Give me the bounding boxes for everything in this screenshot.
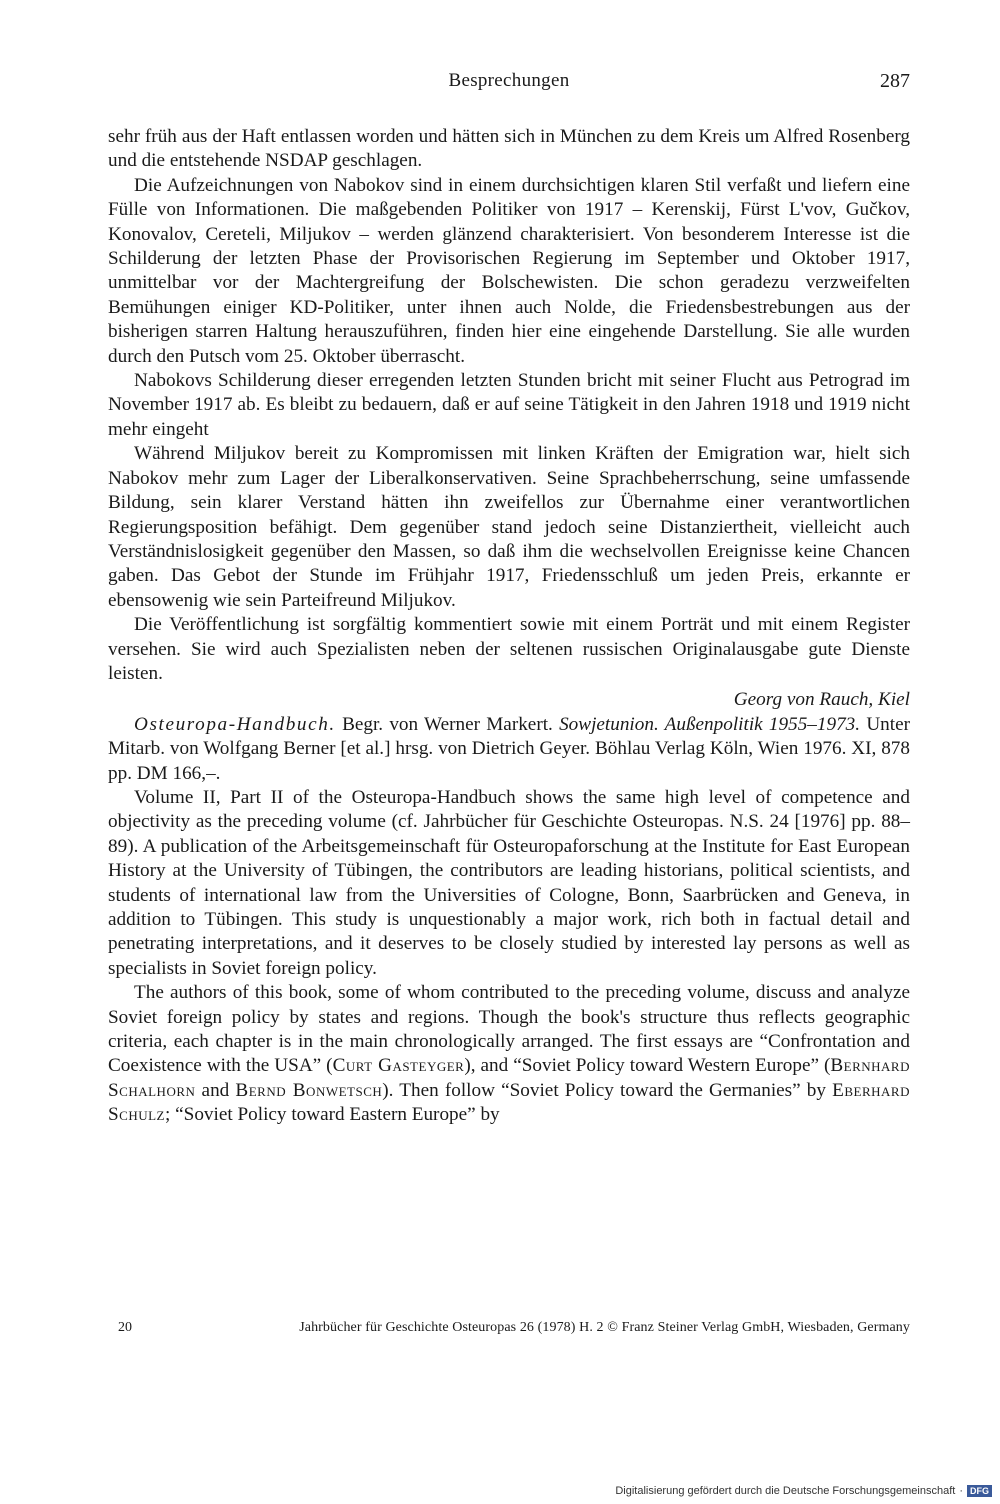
paragraph: Nabokovs Schilderung dieser erregenden letzten Stunden bricht mit seiner Flucht aus Petrograd im November 1917 ab. Es bleibt zu bedauern, daß er auf seine Tätigkeit in den Jahren 1918 und 1919 nicht mehr eingeht: [108, 370, 910, 440]
running-head: [108, 70, 910, 100]
paragraph: [108, 981, 910, 1127]
paragraph: sehr früh aus der Haft entlassen worden und hätten sich in München zu dem Kreis um Alfred Rosenberg und die entstehende NSDAP geschlagen.: [108, 126, 910, 172]
page-number: 287: [880, 70, 910, 92]
author-name: Bernd Bonwetsch: [235, 1079, 383, 1101]
author-name: Eberhard Schulz: [108, 1079, 910, 1126]
paragraph: Während Miljukov bereit zu Kompromissen mit linken Kräften der Emigration war, hielt sich Nabokov mehr zum Lager der Liberalkonservativen. Seine Sprachbeherrschung, seine umfassende Bildung, sein klarer Verstand hätten ihn zweifellos zur Übernahme einer verantwortlichen Regierungsposition befähigt. Dem gegenüber stand jedoch seine Distanziertheit, vielleicht auch Verständnislosigkeit gegenüber den Massen, so daß ihm die wechselvollen Ereignisse keine Chancen gaben. Das Gebot der Stunde im Frühjahr 1917, Friedensschluß um jeden Preis, erkannte er ebensowenig wie sein Parteifreund Miljukov.: [108, 443, 910, 611]
text-run: The authors of this book, some of whom contributed to the preceding volume, discuss and analyze Soviet foreign policy by states and regions. Though the book's structure thus reflects geographic criteria, each chapter is in the main chronologically arranged. The first essays are “Confrontation and Coexistence with the USA” (: [108, 982, 910, 1077]
footer-number: 20: [118, 1320, 132, 1335]
author-name: Curt Gasteyger: [332, 1055, 465, 1077]
digitization-text: Digitalisierung gefördert durch die Deutsche Forschungsgemeinschaft: [615, 1485, 956, 1497]
text-run: ; “Soviet Policy toward Eastern Europe” by: [165, 1104, 500, 1126]
digitization-note: Digitalisierung gefördert durch die Deutsche Forschungsgemeinschaft · DFG: [615, 1485, 992, 1497]
paragraph: Die Aufzeichnungen von Nabokov sind in einem durchsichtigen klaren Stil verfaßt und liefern eine Fülle von Informationen. Die maßgebenden Politiker von 1917 – Kerenskij, Fürst L'vov, Gučkov, Konovalov, Cereteli, Miljukov – werden glänzend charakterisiert. Von besonderem Interesse ist die Schilderung der letzten Phase der Provisorischen Regierung im September und Oktober 1917, unmittelbar vor der Machtergreifung der Bolschewisten. Die schon geradezu verzweifelten Bemühungen einiger KD-Politiker, unter ihnen auch Nolde, die Friedensbestrebungen aus der bisherigen starren Haltung herauszuführen, finden hier eine eingehende Darstellung. Sie alle wurden durch den Putsch vom 25. Oktober überrascht.: [108, 174, 910, 367]
paragraph: Die Veröffentlichung ist sorgfältig kommentiert sowie mit einem Porträt und mit einem Register versehen. Sie wird auch Spezialisten neben der seltenen russischen Originalausgabe gute Dienste leisten.: [108, 614, 910, 684]
running-title: Besprechungen: [448, 70, 570, 91]
text-run: ), and “Soviet Policy toward Western Europe” (: [464, 1055, 831, 1077]
body-text: [108, 125, 910, 1128]
reviewer-signature: Georg von Rauch, Kiel: [733, 689, 910, 711]
book-publication: Unter Mitarb. von Wolfgang Berner [et al.] hrsg. von Dietrich Geyer. Böhlau Verlag Köln, Wien 1976. XI, 878 pp. DM 166,–.: [108, 713, 911, 784]
review-heading: [108, 713, 910, 786]
book-subtitle: Sowjetunion. Außenpolitik 1955–1973.: [559, 713, 861, 735]
book-title: Osteuropa-Handbuch.: [134, 713, 336, 735]
author-name: Bernhard Schalhorn: [108, 1055, 910, 1101]
text-run: ). Then follow “Soviet Policy toward the Germanies” by: [382, 1079, 833, 1101]
book-founder: Begr. von Werner Markert.: [335, 713, 560, 735]
paragraph: Volume II, Part II of the Osteuropa-Handbuch shows the same high level of competence and objectivity as the preceding volume (cf. Jahrbücher für Geschichte Osteuropas. N.S. 24 [1976] pp. 88–89). A publication of the Arbeitsgemeinschaft für Osteuropaforschung at the Institute for East European History at the University of Tübingen, the contributors are leading historians, political scientists, and students of international law from the Universities of Cologne, Bonn, Saarbrücken and Geneva, in addition to Tübingen. This study is unquestionably a major work, rich both in factual detail and penetrating interpretations, and it deserves to be closely studied by interested lay persons as well as specialists in Soviet foreign policy.: [108, 786, 910, 979]
dfg-logo-icon: DFG: [967, 1485, 992, 1497]
text-run: and: [195, 1079, 236, 1101]
footer-citation: Jahrbücher für Geschichte Osteuropas 26 (1978) H. 2 © Franz Steiner Verlag GmbH, Wiesbaden, Germany: [299, 1320, 910, 1335]
